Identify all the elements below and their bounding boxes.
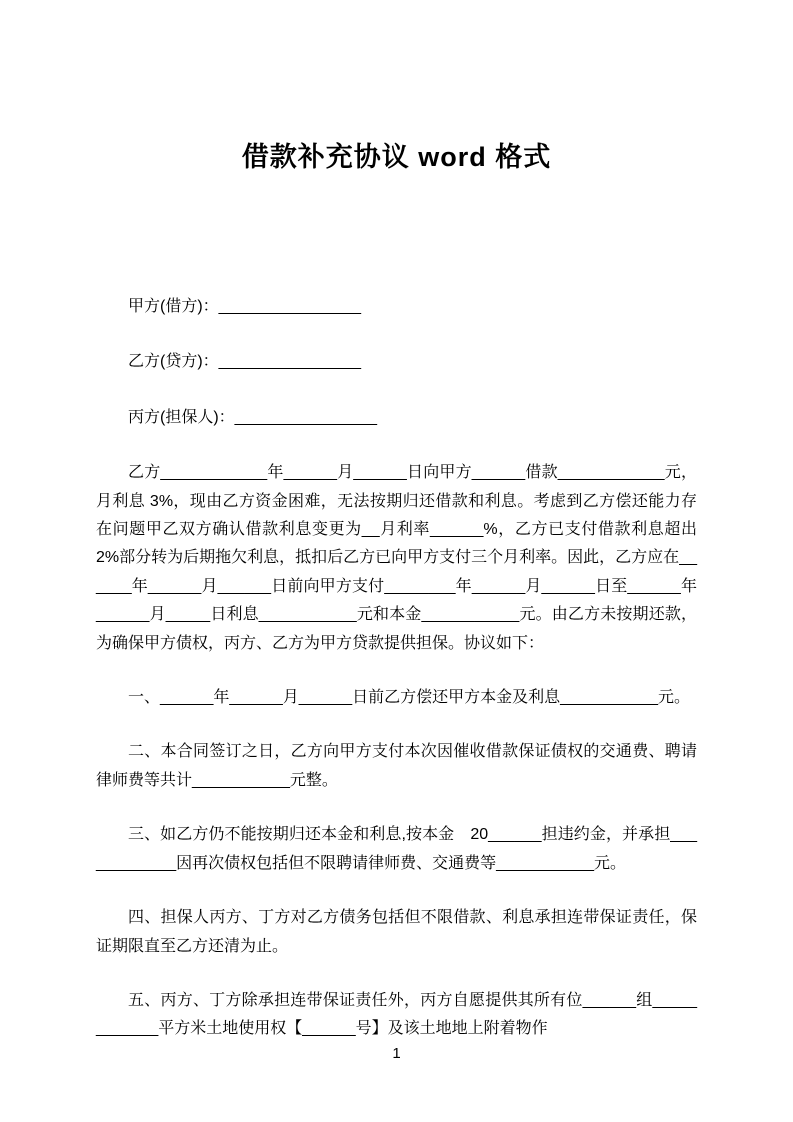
clause-item-1: 一、______年______月______日前乙方偿还甲方本金及利息___________元。: [128, 689, 691, 707]
document-title: 借款补充协议 word 格式: [241, 142, 552, 172]
clause-item-5: 五、丙方、丁方除承担连带保证责任外，丙方自愿提供其所有位______组____________平方米土地使用权【______号】及该土地地上附着物作: [96, 991, 697, 1038]
party-line-yifang: 乙方(贷方)：________________: [128, 353, 362, 371]
intro-paragraph: 乙方____________年______月______日向甲方______借款____________元，月利息 3%，现由乙方资金困难，无法按期归还借款和利息。考虑到乙方偿还能力存在问题甲乙双方确认借款利息变更为__月利率______%，乙方已支付借款利息超出 2%部分转为后期拖欠利息，抵扣后乙方已向甲方支付三个月利率。因此，乙方应在______年______月______日前向甲方支付________年______月______日至______年______月_____日利息___________元和本金___________元。由乙方未按期还款，为确保甲方债权，丙方、乙方为甲方贷款提供担保。协议如下：: [96, 464, 697, 652]
party-line-bingfang: 丙方(担保人)：________________: [128, 408, 378, 426]
page-number: 1: [392, 1045, 401, 1062]
parties-block: [96, 293, 697, 432]
document-content: [0, 142, 793, 1044]
clause-item-4: 四、担保人丙方、丁方对乙方债务包括但不限借款、利息承担连带保证责任，保证期限直至乙方还清为止。: [96, 909, 697, 955]
clause-item-3: 三、如乙方仍不能按期归还本金和利息,按本金 20______担违约金，并承担____________因再次债权包括但不限聘请律师费、交通费等___________元。: [96, 826, 697, 872]
party-line-jiafang: 甲方(借方)：________________: [128, 298, 362, 315]
clause-item-2: 二、本合同签订之日，乙方向甲方支付本次因催收借款保证债权的交通费、聘请律师费等共计___________元整。: [96, 743, 697, 789]
